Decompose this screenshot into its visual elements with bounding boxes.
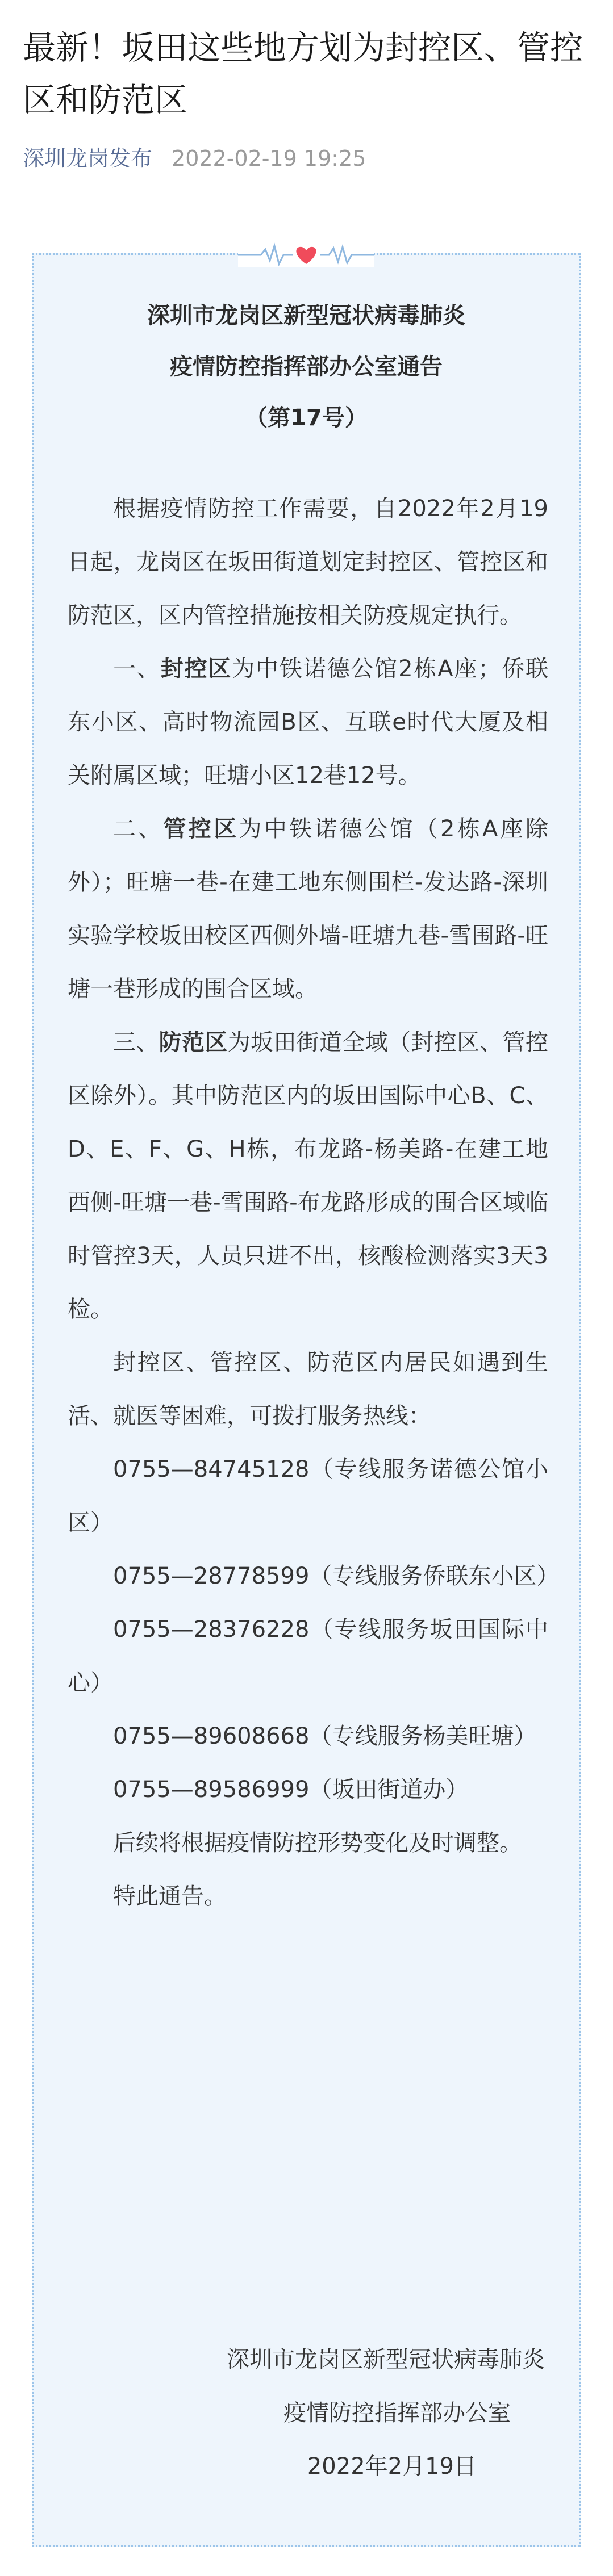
notice-number: （第17号） <box>245 405 368 431</box>
heading-line-1: 深圳市龙岗区新型冠状病毒肺炎 <box>147 303 465 329</box>
lockdown-paragraph: 一、封控区为中铁诺德公馆2栋A座；侨联东小区、高时物流园B区、互联e时代大厦及相关附属区域；旺塘小区12巷12号。 <box>68 656 548 789</box>
notice-heading <box>34 290 579 443</box>
prevention-paragraph: 三、防范区为坂田街道全域（封控区、管控区除外）。其中防范区内的坂田国际中心B、C、D、E、F、G、H栋，布龙路-杨美路-在建工地西侧-旺塘一巷-雪围路-布龙路形成的围合区域临时管控3天，人员只进不出，核酸检测落实3天3检。 <box>68 1029 549 1322</box>
signature-line-2: 疫情防控指挥部办公室 <box>283 2400 511 2426</box>
hotline-phone-4[interactable]: 0755—89608668（专线服务杨美旺塘） <box>113 1723 537 1749</box>
intro-paragraph: 根据疫情防控工作需要，自2022年2月19日起，龙岗区在坂田街道划定封控区、管控区和防范区，区内管控措施按相关防疫规定执行。 <box>68 496 548 629</box>
notice-body <box>68 482 560 1923</box>
hotline-phone-1[interactable]: 0755—84745128（专线服务诺德公馆小区） <box>68 1456 548 1536</box>
notice-signature <box>64 2333 545 2493</box>
control-paragraph: 二、管控区为中铁诺德公馆（2栋A座除外）；旺塘一巷-在建工地东侧围栏-发达路-深圳实验学校坂田校区西侧外墙-旺塘九巷-雪围路-旺塘一巷形成的围合区域。 <box>68 816 549 1002</box>
control-term: 管控区 <box>163 816 239 842</box>
prevention-term: 防范区 <box>159 1029 228 1055</box>
notice-card <box>32 253 581 2547</box>
heartbeat-icon <box>238 242 374 267</box>
publish-time: 2022-02-19 19:25 <box>172 146 366 171</box>
signature-line-1: 深圳市龙岗区新型冠状病毒肺炎 <box>227 2347 545 2373</box>
followup-paragraph: 后续将根据疫情防控形势变化及时调整。 <box>113 1830 522 1856</box>
source-link[interactable]: 深圳龙岗发布 <box>23 146 153 171</box>
signature-date: 2022年2月19日 <box>307 2453 477 2479</box>
hotline-paragraph: 封控区、管控区、防范区内居民如遇到生活、就医等困难，可拨打服务热线： <box>68 1350 548 1429</box>
hotline-phone-5[interactable]: 0755—89586999（坂田街道办） <box>113 1777 469 1803</box>
article-title: 最新！坂田这些地方划为封控区、管控区和防范区 <box>23 28 583 119</box>
hotline-phone-2[interactable]: 0755—28778599（专线服务侨联东小区） <box>113 1563 560 1589</box>
closing-paragraph: 特此通告。 <box>113 1883 227 1909</box>
article-meta <box>23 144 366 173</box>
hotline-phone-3[interactable]: 0755—28376228（专线服务坂田国际中心） <box>68 1616 548 1696</box>
lockdown-term: 封控区 <box>160 656 232 682</box>
heading-line-2: 疫情防控指挥部办公室通告 <box>170 354 443 380</box>
